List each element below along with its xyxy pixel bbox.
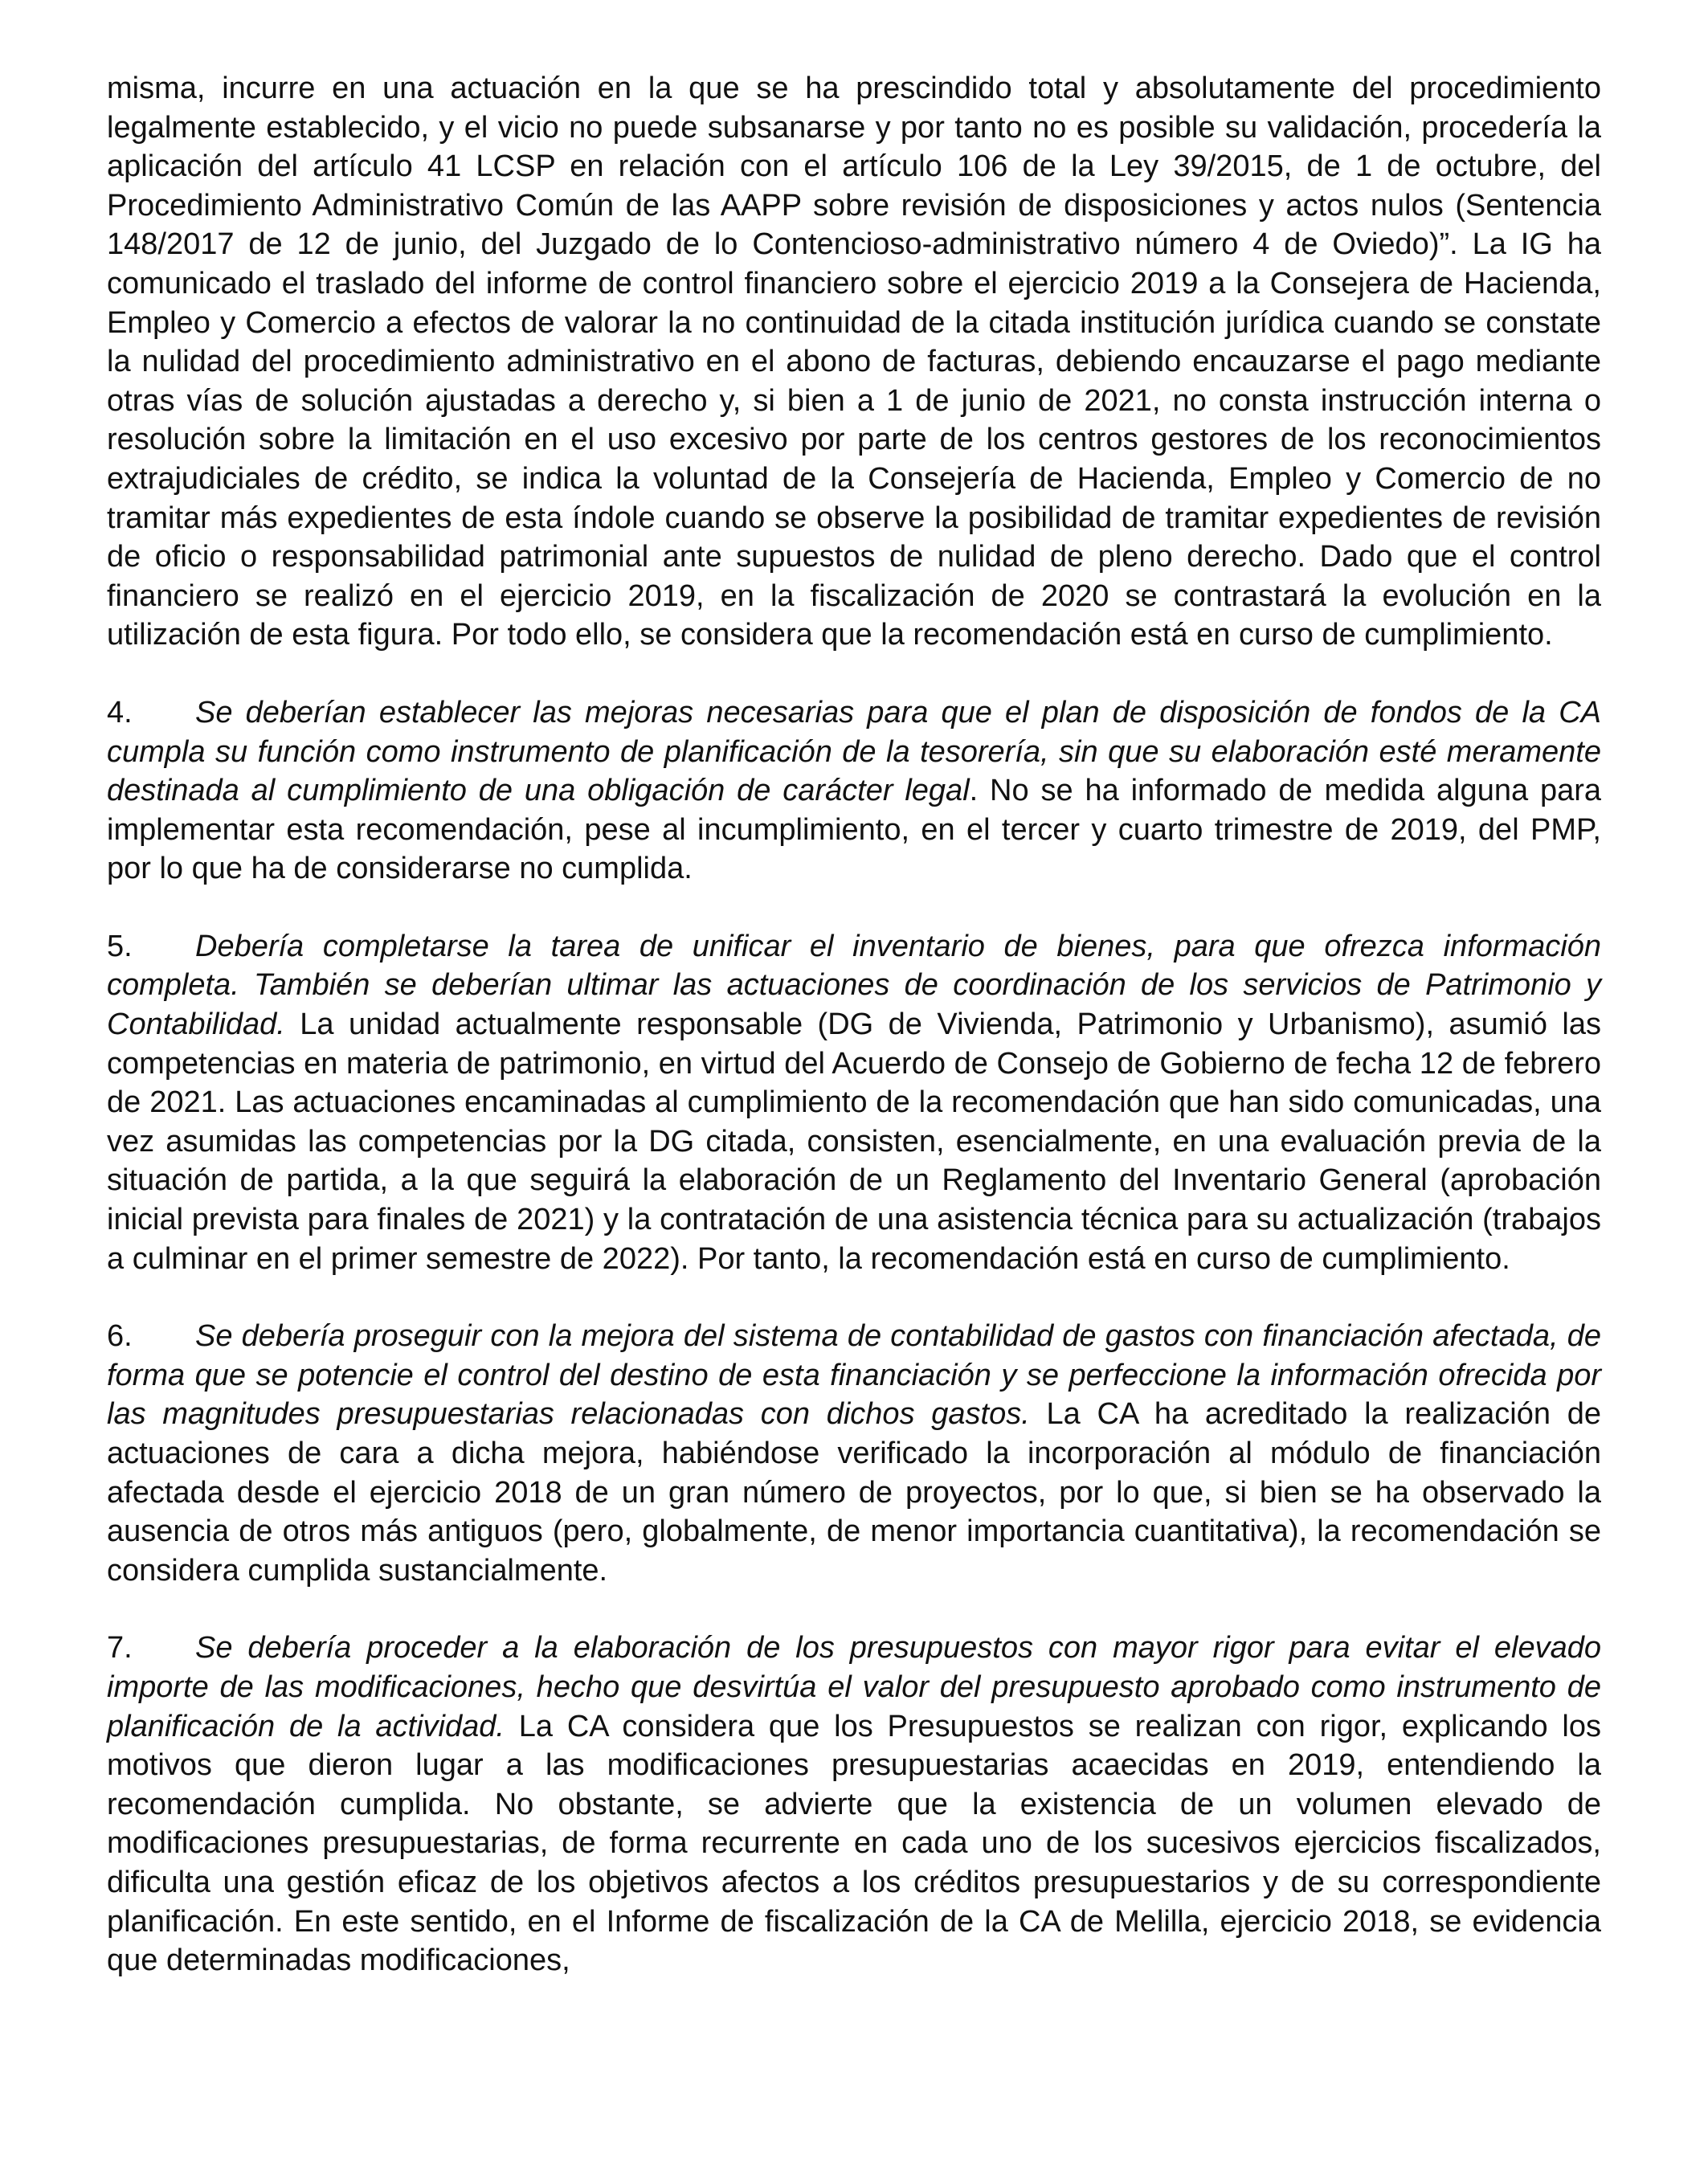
recommendation-item-6 (107, 1317, 1601, 1590)
item-number: 7. (107, 1631, 133, 1666)
paragraph-text: misma, incurre en una actuación en la que se ha prescindido total y absolutamente del procedimiento legalmente establecido, y el vicio no puede subsanarse y por tanto no es posible su validación, procedería la aplicación del artículo 41 LCSP en relación con el artículo 106 de la Ley 39/2015, de 1 de octubre, del Procedimiento Administrativo Común de las AAPP sobre revisión de disposiciones y actos nulos (Sentencia 148/2017 de 12 de junio, del Juzgado de lo Contencioso-administrativo número 4 de Oviedo)”. La IG ha comunicado el traslado del informe de control financiero sobre el ejercicio 2019 a la Consejera de Hacienda, Empleo y Comercio a efectos de valorar la no continuidad de la citada institución jurídica cuando se constate la nulidad del procedimiento administrativo en el abono de facturas, debiendo encauzarse el pago mediante otras vías de solución ajustadas a derecho y, si bien a 1 de junio de 2021, no consta instrucción interna o resolución sobre la limitación en el uso excesivo por parte de los centros gestores de los reconocimientos extrajudiciales de crédito, se indica la voluntad de la Consejería de Hacienda, Empleo y Comercio de no tramitar más expedientes de esta índole cuando se observe la posibilidad de tramitar expedientes de revisión de oficio o responsabilidad patrimonial ante supuestos de nulidad de pleno derecho. Dado que el control financiero se realizó en el ejercicio 2019, en la fiscalización de 2020 se contrastará la evolución en la utilización de esta figura. Por todo ello, se considera que la recomendación está en curso de cumplimiento. (107, 72, 1601, 652)
recommendation-item-5 (107, 927, 1601, 1278)
item-number: 5. (107, 929, 133, 963)
assessment-text: La CA considera que los Presupuestos se realizan con rigor, explicando los motivos que dieron lugar a las modificaciones presupuestarias acaecidas en 2019, entendiendo la recomendación cumplida. No obstante, se advierte que la existencia de un volumen elevado de modificaciones presupuestarias, de forma recurrente en cada uno de los sucesivos ejercicios fiscalizados, dificulta una gestión eficaz de los objetivos afectos a los créditos presupuestarios y de su correspondiente planificación. En este sentido, en el Informe de fiscalización de la CA de Melilla, ejercicio 2018, se evidencia que determinadas modificaciones, (107, 1709, 1601, 1978)
assessment-text: La CA ha acreditado la realización de actuaciones de cara a dicha mejora, habiéndose verificado la incorporación al módulo de financiación afectada desde el ejercicio 2018 de un gran número de proyectos, por lo que, si bien se ha observado la ausencia de otros más antiguos (pero, globalmente, de menor importancia cuantitativa), la recomendación se considera cumplida sustancialmente. (107, 1397, 1601, 1588)
recommendation-item-7 (107, 1629, 1601, 1980)
assessment-text: La unidad actualmente responsable (DG de Vivienda, Patrimonio y Urbanismo), asumió las competencias en materia de patrimonio, en virtud del Acuerdo de Consejo de Gobierno de fecha 12 de febrero de 2021. Las actuaciones encaminadas al cumplimiento de la recomendación que han sido comunicadas, una vez asumidas las competencias por la DG citada, consisten, esencialmente, en una evaluación previa de la situación de partida, a la que seguirá la elaboración de un Reglamento del Inventario General (aprobación inicial prevista para finales de 2021) y la contratación de una asistencia técnica para su actualización (trabajos a culminar en el primer semestre de 2022). Por tanto, la recomendación está en curso de cumplimiento. (107, 1007, 1601, 1276)
recommendation-text: Se deberían establecer las mejoras necesarias para que el plan de disposición de fondos de la CA cumpla su función como instrumento de planificación de la tesorería, sin que su elaboración esté meramente destinada al cumplimiento de una obligación de carácter legal (107, 695, 1601, 808)
item-number: 4. (107, 695, 133, 730)
document-page (107, 69, 1601, 2019)
recommendation-text: Se debería proceder a la elaboración de los presupuestos con mayor rigor para evitar el elevado importe de las modificaciones, hecho que desvirtúa el valor del presupuesto aprobado como instrumento de planificación de la actividad. (107, 1631, 1601, 1743)
paragraph-continuation (107, 69, 1601, 655)
assessment-text: . No se ha informado de medida alguna para implementar esta recomendación, pese al incumplimiento, en el tercer y cuarto trimestre de 2019, del PMP, por lo que ha de considerarse no cumplida. (107, 774, 1601, 886)
item-number: 6. (107, 1319, 133, 1354)
recommendation-text: Debería completarse la tarea de unificar el inventario de bienes, para que ofrezca información completa. También se deberían ultimar las actuaciones de coordinación de los servicios de Patrimonio y Contabilidad. (107, 929, 1601, 1042)
recommendation-item-4 (107, 693, 1601, 889)
recommendation-text: Se debería proseguir con la mejora del sistema de contabilidad de gastos con financiación afectada, de forma que se potencie el control del destino de esta financiación y se perfeccione la información ofrecida por las magnitudes presupuestarias relacionadas con dichos gastos. (107, 1319, 1601, 1432)
